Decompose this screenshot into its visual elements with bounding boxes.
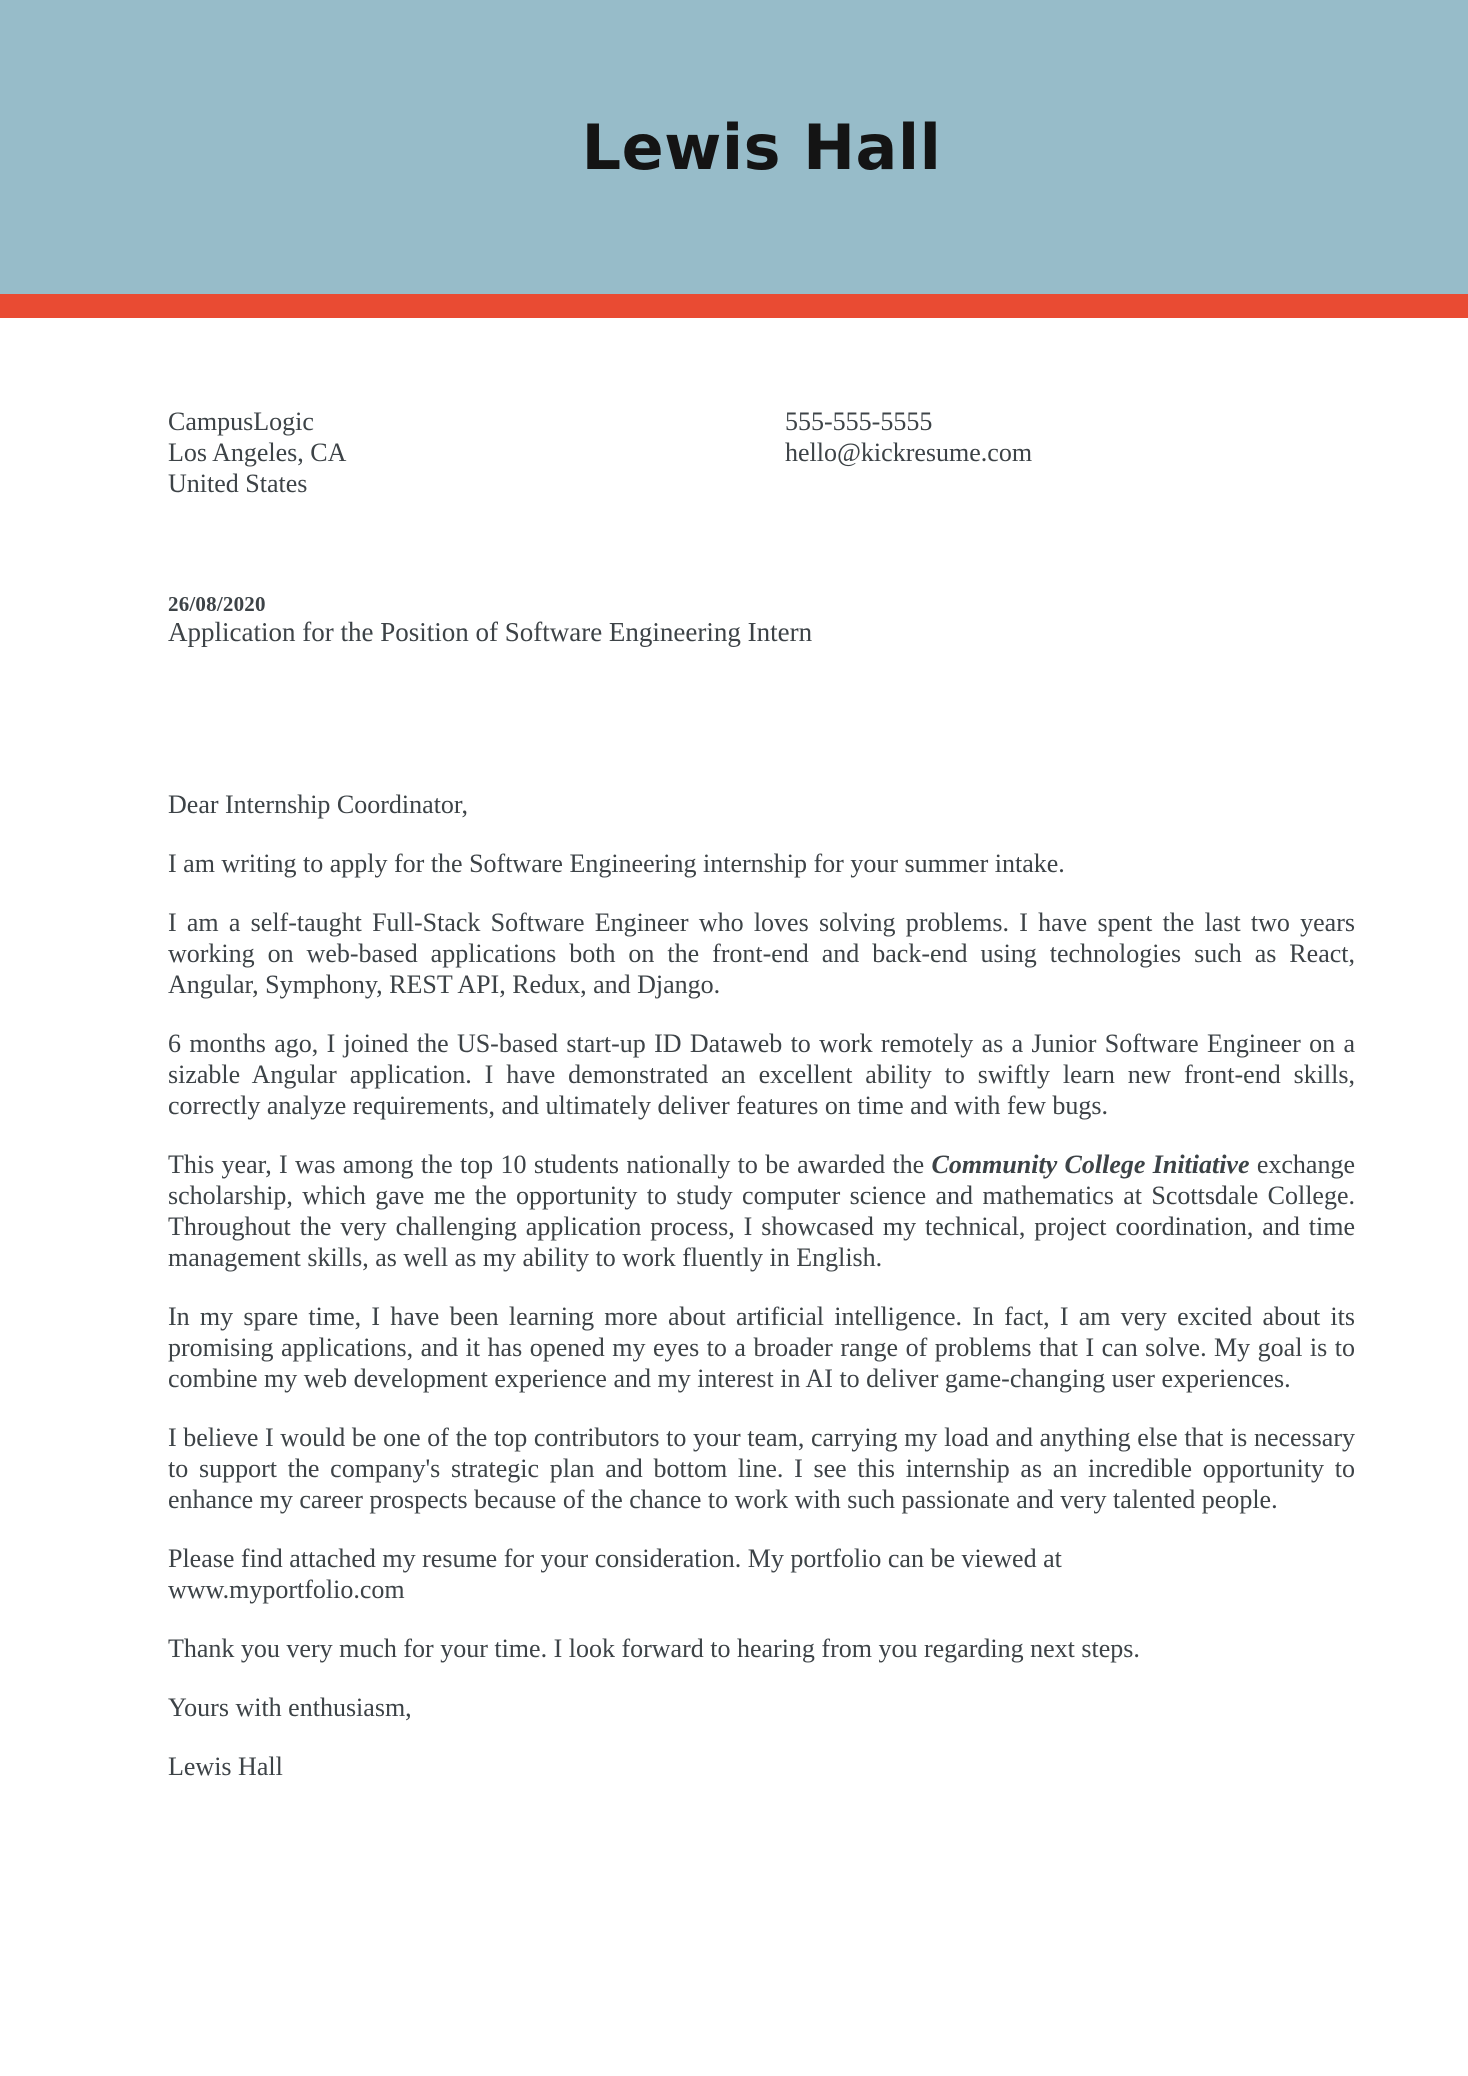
letter-content-area — [0, 406, 1468, 1782]
recipient-country: United States — [168, 469, 308, 498]
sender-email: hello@kickresume.com — [785, 438, 1033, 467]
letter-date: 26/08/2020 — [168, 592, 266, 616]
header-banner — [0, 0, 1468, 294]
scholarship-name-emphasis: Community College Initiative — [931, 1150, 1250, 1179]
sender-contact-block — [785, 406, 1355, 499]
paragraph-attachment-line1: Please find attached my resume for your consideration. My portfolio can be viewed at — [168, 1544, 1062, 1573]
paragraph-attachment — [168, 1543, 1355, 1605]
recipient-company: CampusLogic — [168, 407, 314, 436]
applicant-name: Lewis Hall — [581, 110, 942, 184]
paragraph-scholarship-pre: This year, I was among the top 10 students nationally to be awarded the — [168, 1150, 932, 1179]
paragraph-value: I believe I would be one of the top contributors to your team, carrying my load and anything else that is necessary to support the company's strategic plan and bottom line. I see this internship as an incredible opportunity to enhance my career prospects because of the chance to work with such passionate and very talented people. — [168, 1423, 1355, 1514]
letter-body — [168, 789, 1355, 1782]
closing-line: Yours with enthusiasm, — [168, 1693, 412, 1722]
contact-section — [168, 406, 1355, 499]
letter-subject: Application for the Position of Software Engineering Intern — [168, 617, 813, 647]
paragraph-scholarship-post: exchange scholarship, which gave me the opportunity to study computer science and mathematics at Scottsdale College. Throughout the very challenging application process, I showcased my technical, project coordination, and time management skills, as well as my ability to work fluently in English. — [168, 1150, 1355, 1272]
paragraph-scholarship — [168, 1149, 1355, 1273]
salutation: Dear Internship Coordinator, — [168, 790, 469, 819]
accent-bar — [0, 294, 1468, 318]
signature-name: Lewis Hall — [168, 1752, 283, 1781]
date-subject-section — [168, 592, 1355, 648]
paragraph-interests: In my spare time, I have been learning more about artificial intelligence. In fact, I am very excited about its promising applications, and it has opened my eyes to a broader range of problems that I can solve. My goal is to combine my web development experience and my interest in AI to deliver game-changing user experiences. — [168, 1302, 1355, 1393]
paragraph-current-role: 6 months ago, I joined the US-based start-up ID Dataweb to work remotely as a Junior Software Engineer on a sizable Angular application. I have demonstrated an excellent ability to swiftly learn new front-end skills, correctly analyze requirements, and ultimately deliver features on time and with few bugs. — [168, 1029, 1355, 1120]
portfolio-url: www.myportfolio.com — [168, 1575, 405, 1604]
recipient-city: Los Angeles, CA — [168, 438, 347, 467]
paragraph-experience: I am a self-taught Full-Stack Software Engineer who loves solving problems. I have spent the last two years working on web-based applications both on the front-end and back-end using technologies such as React, Angular, Symphony, REST API, Redux, and Django. — [168, 908, 1355, 999]
recipient-address-block — [168, 406, 785, 499]
paragraph-intro: I am writing to apply for the Software Engineering internship for your summer intake. — [168, 849, 1065, 878]
paragraph-thanks: Thank you very much for your time. I look forward to hearing from you regarding next steps. — [168, 1634, 1140, 1663]
sender-phone: 555-555-5555 — [785, 407, 933, 436]
